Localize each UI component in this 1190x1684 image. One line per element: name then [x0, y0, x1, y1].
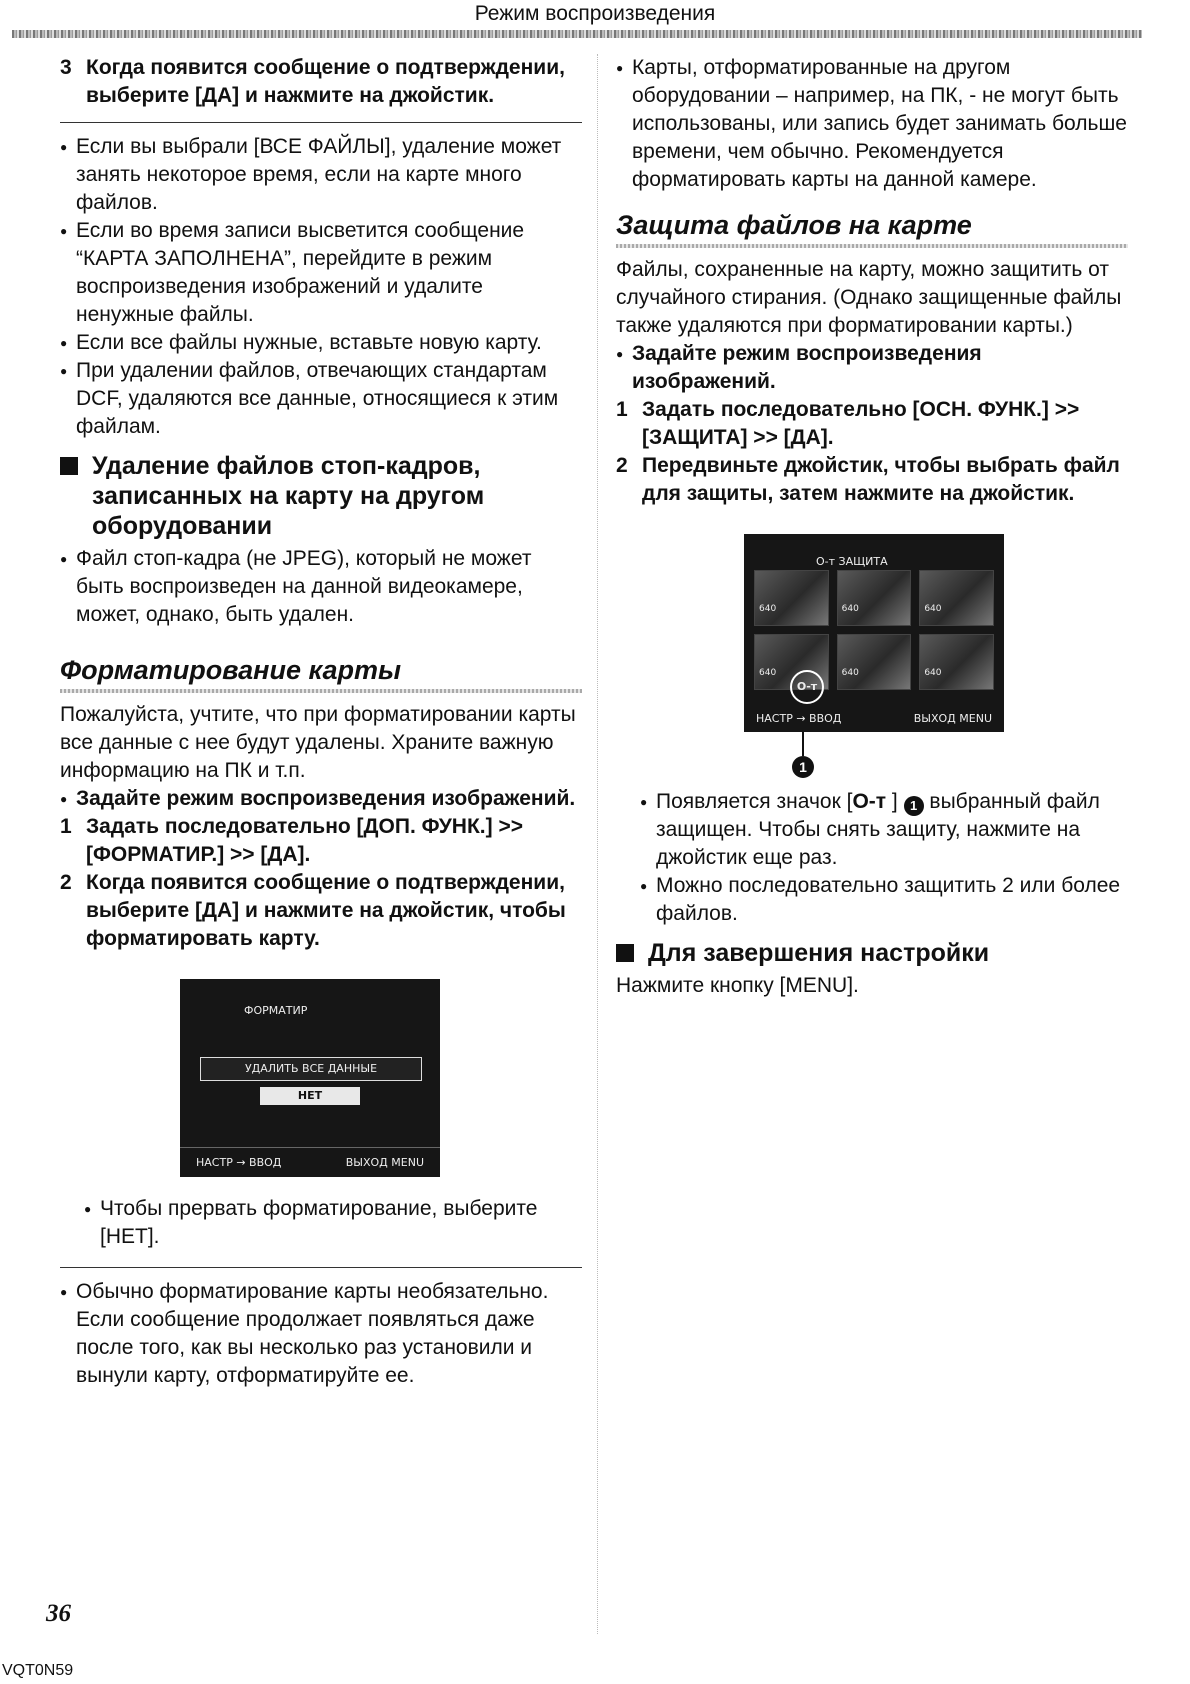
protect-note-1: ● Появляется значок [О-т ] 1 выбранный файл защищен. Чтобы снять защиту, нажмите на джойстик еще раз. [640, 788, 1128, 872]
mode-instruction: ● Задайте режим воспроизведения изображений. [616, 340, 1128, 396]
thumbnail: 640 [919, 570, 994, 626]
section-rule [60, 689, 582, 693]
square-marker-icon [60, 457, 78, 475]
page-number: 36 [46, 1600, 71, 1627]
note-item: ● Если все файлы нужные, вставьте новую карту. [60, 329, 582, 357]
protect-step-2: 2 Передвиньте джойстик, чтобы выбрать файл для защиты, затем нажмите на джойстик. [616, 454, 1120, 505]
format-step-1: 1 Задать последовательно [ДОП. ФУНК.] >> [ФОРМАТИР.] >> [ДА]. [60, 815, 523, 866]
screen-title: О-т ЗАЩИТА [816, 555, 888, 568]
callout-line [802, 732, 804, 756]
thumbnail: 640 [919, 634, 994, 690]
note-item: ● Если во время записи высветится сообщение “КАРТА ЗАПОЛНЕНА”, перейдите в режим воспроизведения изображений и удалите ненужные файлы. [60, 217, 582, 329]
protect-note-2: ● Можно последовательно защитить 2 или более файлов. [640, 872, 1128, 928]
note-item: ● Если вы выбрали [ВСЕ ФАЙЛЫ], удаление может занять некоторое время, если на карте много файлов. [60, 133, 582, 217]
final-note: ● Обычно форматирование карты необязательно. Если сообщение продолжает появляться даже после того, как вы несколько раз установили и вынули карту, отформатируйте ее. [60, 1278, 582, 1390]
right-column [616, 54, 1128, 1000]
thumbnail-grid [754, 570, 994, 690]
step-3: 3 Когда появится сообщение о подтверждении, выберите [ДА] и нажмите на джойстик. [60, 56, 565, 107]
mode-instruction: ● Задайте режим воспроизведения изображений. [60, 785, 582, 813]
cancel-note: ● Чтобы прервать форматирование, выберите [НЕТ]. [84, 1195, 582, 1251]
square-marker-icon [616, 944, 634, 962]
protect-screen-image [744, 534, 1004, 732]
screen-footer: НАСТР → ВВОД ВЫХОД MENU [756, 712, 992, 725]
thumbnail: 640 [837, 570, 912, 626]
note-item: ● Файл стоп-кадра (не JPEG), который не может быть воспроизведен на данной видеокамере, может, однако, быть удален. [60, 545, 582, 629]
format-intro: Пожалуйста, учтите, что при форматировании карты все данные с нее будут удалены. Храните важную информацию на ПК и т.п. [60, 703, 576, 782]
section-rule [616, 244, 1128, 248]
divider [60, 122, 582, 123]
thumbnail: 640 [837, 634, 912, 690]
screen-title: ФОРМАТИР [244, 1004, 308, 1017]
thumbnail: 640 [754, 634, 829, 690]
key-icon: О-т [790, 670, 824, 704]
key-icon: О-т [852, 790, 887, 813]
section-title-format: Форматирование карты [60, 655, 402, 685]
column-divider [597, 54, 598, 1634]
callout-number: 1 [792, 756, 814, 778]
screen-footer: НАСТР → ВВОД ВЫХОД MENU [180, 1147, 440, 1177]
section-title-protect: Защита файлов на карте [616, 210, 972, 240]
thumbnail: 640 [754, 570, 829, 626]
left-column [60, 54, 582, 1390]
format-screen-image [180, 979, 440, 1177]
subheading-delete-other: Удаление файлов стоп-кадров, записанных на карту на другом оборудовании [60, 451, 582, 541]
note-item: ● Карты, отформатированные на другом оборудовании – например, на ПК, - не могут быть использованы, или запись будет занимать больше времени, чем обычно. Рекомендуется форматировать карты на данной камере. [616, 54, 1128, 194]
callout-number-icon: 1 [904, 796, 924, 816]
screen-prompt: УДАЛИТЬ ВСЕ ДАННЫЕ [200, 1057, 422, 1081]
document-code: VQT0N59 [2, 1662, 74, 1679]
protect-intro: Файлы, сохраненные на карту, можно защитить от случайного стирания. (Однако защищенные файлы также удаляются при форматировании карты.) [616, 258, 1122, 337]
header-rule [12, 30, 1142, 38]
screen-option-no: НЕТ [260, 1087, 360, 1105]
finish-text: Нажмите кнопку [MENU]. [616, 974, 859, 997]
running-header: Режим воспроизведения [474, 2, 716, 25]
note-item: ● При удалении файлов, отвечающих стандартам DCF, удаляются все данные, относящиеся к этим файлам. [60, 357, 582, 441]
protect-step-1: 1 Задать последовательно [ОСН. ФУНК.] >> [ЗАЩИТА] >> [ДА]. [616, 398, 1080, 449]
divider [60, 1267, 582, 1268]
format-step-2: 2 Когда появится сообщение о подтверждении, выберите [ДА] и нажмите на джойстик, чтобы форматировать карту. [60, 871, 566, 950]
subheading-finish: Для завершения настройки [616, 938, 1128, 968]
